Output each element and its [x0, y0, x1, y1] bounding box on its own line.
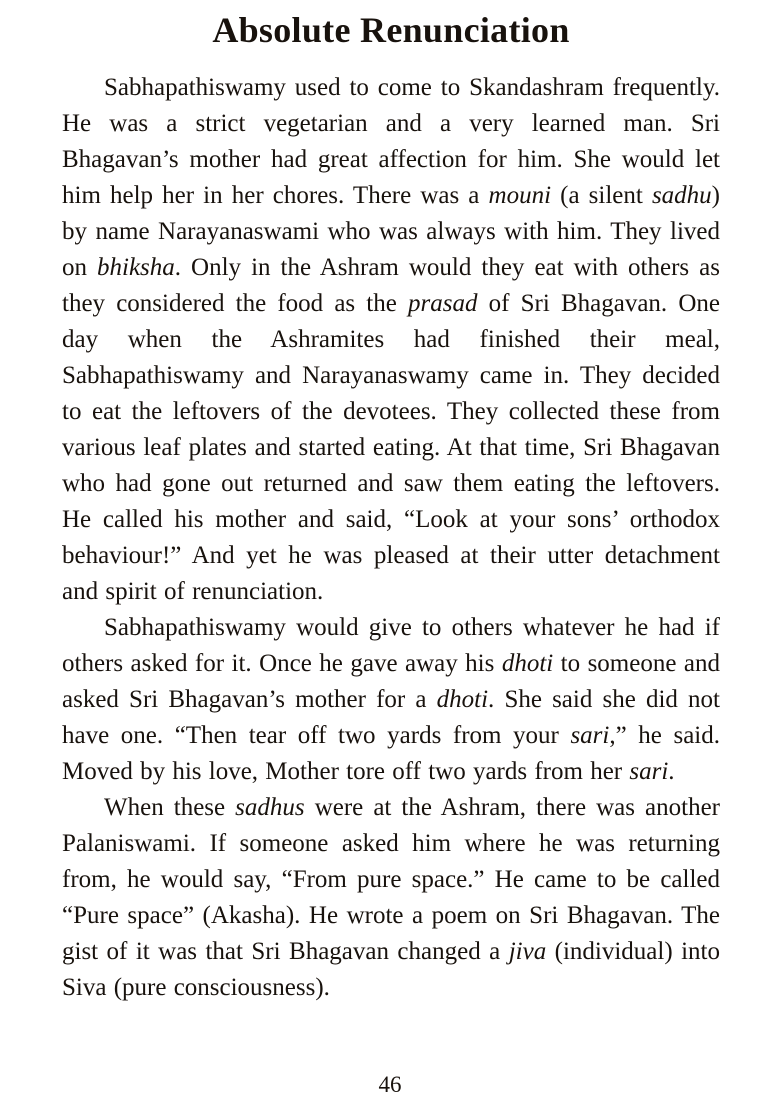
page-title: Absolute Renunciation	[212, 10, 570, 50]
italic-text-run: prasad	[408, 290, 478, 317]
text-run: . She said she did not have one. “Then tear off two yards from your	[62, 686, 720, 749]
text-run: (individual) into Siva (pure consciousness).	[62, 938, 721, 1001]
text-run: Sabhapathiswamy would give to others whatever he had if others asked for it. Once he gave away his	[62, 614, 720, 677]
paragraph	[62, 610, 720, 790]
text-run: .	[668, 758, 675, 785]
text-run: were at the Ashram, there was another Palaniswami. If someone asked him where he was returning from, he would say, “From pure space.” He came to be called “Pure space” (Akasha). He wrote a poem on Sri Bhagavan. The gist of it was that Sri Bhagavan changed a	[62, 794, 721, 965]
text-run: Sabhapathiswamy used to come to Skandashram frequently. He was a strict vegetarian and a very learned man. Sri Bhagavan’s mother had great affection for him. She would let him help her in her chores. There was a	[62, 74, 720, 209]
italic-text-run: bhiksha	[97, 254, 175, 281]
text-run: When these	[104, 794, 236, 821]
text-run: ,” he said. Moved by his love, Mother tore off two yards from her	[62, 722, 720, 785]
text-run: to someone and asked Sri Bhagavan’s mother for a	[62, 650, 720, 713]
italic-text-run: sari	[629, 758, 669, 785]
italic-text-run: dhoti	[436, 686, 489, 713]
page-number: 46	[378, 1072, 402, 1097]
text-run: (a silent	[551, 182, 652, 209]
text-run: ) by name Narayanaswami who was always with him. They lived on	[62, 182, 720, 281]
italic-text-run: sadhus	[235, 794, 305, 821]
paragraph	[62, 70, 720, 610]
text-run: . Only in the Ashram would they eat with others as they considered the food as the	[62, 254, 720, 317]
page-body	[62, 70, 720, 1006]
italic-text-run: sari	[570, 722, 610, 749]
italic-text-run: mouni	[488, 182, 552, 209]
text-run: of Sri Bhagavan. One day when the Ashramites had finished their meal, Sabhapathiswamy and Narayanaswamy came in. They decided to eat the leftovers of the devotees. They collected these from various leaf plates and started eating. At that time, Sri Bhagavan who had gone out returned and saw them eating the leftovers. He called his mother and said, “Look at your sons’ orthodox behaviour!” And yet he was pleased at their utter detachment and spirit of renunciation.	[62, 290, 720, 605]
paragraph	[62, 790, 720, 1006]
italic-text-run: dhoti	[501, 650, 554, 677]
italic-text-run: sadhu	[651, 182, 712, 209]
italic-text-run: jiva	[508, 938, 547, 965]
